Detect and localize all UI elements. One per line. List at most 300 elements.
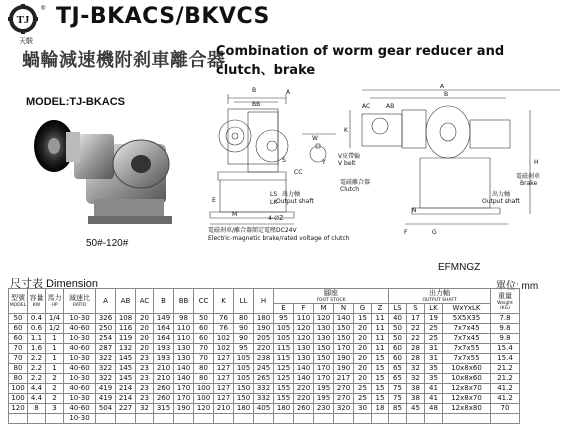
table-cell-n: 217 <box>334 374 354 384</box>
table-cell-model: 120 <box>9 404 28 414</box>
table-cell-key: 12x8x70 <box>443 384 491 394</box>
dim-b: B <box>252 87 257 94</box>
table-cell-ab: 145 <box>116 374 136 384</box>
table-cell-kw: 2.2 <box>28 374 46 384</box>
table-cell-cc: 100 <box>194 394 214 404</box>
table-cell-ls: 85 <box>389 404 407 414</box>
table-cell-hp: 1 <box>46 334 64 344</box>
dim-lk: LK <box>270 199 278 206</box>
title-english-line2: clutch、brake <box>216 63 316 78</box>
table-cell-key: 12x8x80 <box>443 404 491 414</box>
table-cell-z: 11 <box>372 334 389 344</box>
table-cell-hp: 2 <box>46 374 64 384</box>
table-cell-z: 11 <box>372 324 389 334</box>
table-row <box>9 414 520 424</box>
table-cell-ac <box>136 414 154 424</box>
table-cell-ll: 105 <box>234 374 254 384</box>
table-cell-key: 7x7x55 <box>443 344 491 354</box>
table-cell-ac: 23 <box>136 354 154 364</box>
table-cell-e: 125 <box>274 364 294 374</box>
dim-h: H <box>534 159 539 166</box>
table-cell-m: 170 <box>314 364 334 374</box>
table-row <box>9 314 520 324</box>
table-cell-a: 287 <box>96 344 116 354</box>
table-cell-s <box>407 414 425 424</box>
table-cell-m <box>314 414 334 424</box>
table-cell-lk: 31 <box>425 344 443 354</box>
table-cell-wt: 21.2 <box>491 364 520 374</box>
table-cell-model: 60 <box>9 334 28 344</box>
table-cell-cc: 80 <box>194 374 214 384</box>
table-cell-f: 140 <box>294 374 314 384</box>
dim-ab: AB <box>386 103 395 110</box>
table-cell-a: 419 <box>96 394 116 404</box>
table-cell-ab: 227 <box>116 404 136 414</box>
table-cell-ac: 32 <box>136 404 154 414</box>
table-cell-k: 210 <box>214 404 234 414</box>
table-cell-h: 405 <box>254 404 274 414</box>
table-cell-s: 22 <box>407 334 425 344</box>
table-cell-k: 76 <box>214 314 234 324</box>
table-cell-hp: 1/2 <box>46 324 64 334</box>
table-cell-ll: 90 <box>234 324 254 334</box>
table-cell-ab: 214 <box>116 384 136 394</box>
table-cell-ab: 132 <box>116 344 136 354</box>
table-cell-wt: 15.4 <box>491 344 520 354</box>
table-cell-k: 102 <box>214 344 234 354</box>
table-cell-ac: 23 <box>136 384 154 394</box>
table-cell-e: 155 <box>274 394 294 404</box>
table-cell-wt: 41.2 <box>491 394 520 404</box>
table-row <box>9 354 520 364</box>
table-cell-wt: 21.2 <box>491 374 520 384</box>
table-cell-ratio: 40-60 <box>64 384 96 394</box>
table-cell-ll: 105 <box>234 364 254 374</box>
table-cell-a: 504 <box>96 404 116 414</box>
table-cell-s: 45 <box>407 404 425 414</box>
table-cell-kw: 0.6 <box>28 324 46 334</box>
table-cell-ab: 145 <box>116 354 136 364</box>
table-cell-cc: 60 <box>194 324 214 334</box>
table-cell-hp: 1 <box>46 344 64 354</box>
table-cell-b: 260 <box>154 394 174 404</box>
table-cell-h <box>254 414 274 424</box>
table-cell-key: 7x7x45 <box>443 324 491 334</box>
table-cell-bb: 110 <box>174 324 194 334</box>
table-cell-g: 25 <box>354 394 372 404</box>
table-cell-lk: 25 <box>425 324 443 334</box>
table-cell-wt: 41.2 <box>491 384 520 394</box>
table-cell-lk: 35 <box>425 374 443 384</box>
table-cell-g <box>354 414 372 424</box>
label-clutch: 電磁離合器 <box>340 179 371 186</box>
dim-y: Y <box>322 159 326 166</box>
table-title: 尺寸表 Dimension <box>10 278 99 290</box>
table-cell-ll: 90 <box>234 334 254 344</box>
table-cell-m: 130 <box>314 324 334 334</box>
table-cell-key: 7x7x45 <box>443 334 491 344</box>
table-cell-lk: 41 <box>425 394 443 404</box>
table-cell-bb: 130 <box>174 354 194 364</box>
table-cell-n: 270 <box>334 394 354 404</box>
table-cell-e: 155 <box>274 384 294 394</box>
table-cell-z: 15 <box>372 374 389 384</box>
label-output: 出力軸 <box>282 191 301 198</box>
table-cell-ls: 50 <box>389 334 407 344</box>
table-row <box>9 334 520 344</box>
table-cell-model: 70 <box>9 344 28 354</box>
table-cell-s: 22 <box>407 324 425 334</box>
table-cell-m: 130 <box>314 334 334 344</box>
table-cell-g: 20 <box>354 344 372 354</box>
table-cell-bb <box>174 414 194 424</box>
table-cell-k: 76 <box>214 324 234 334</box>
table-cell-h: 220 <box>254 344 274 354</box>
table-cell-s: 32 <box>407 374 425 384</box>
table-cell-f: 220 <box>294 384 314 394</box>
table-cell-hp: 1 <box>46 364 64 374</box>
table-cell-ac: 23 <box>136 364 154 374</box>
table-cell-key: 5X5X35 <box>443 314 491 324</box>
table-cell-e: 95 <box>274 314 294 324</box>
table-cell-lk: 48 <box>425 404 443 414</box>
table-cell-f: 120 <box>294 324 314 334</box>
table-cell-s: 38 <box>407 394 425 404</box>
table-cell-model: 60 <box>9 324 28 334</box>
table-cell-s: 17 <box>407 314 425 324</box>
table-cell-k: 127 <box>214 364 234 374</box>
model-range: 50#-120# <box>86 238 129 249</box>
label-brake: 電磁刹車 <box>516 173 541 180</box>
technical-drawing <box>190 84 575 249</box>
table-cell-ab: 108 <box>116 314 136 324</box>
table-cell-e: 105 <box>274 334 294 344</box>
table-cell-a <box>96 414 116 424</box>
table-cell-ll: 105 <box>234 354 254 364</box>
table-cell-model: 50 <box>9 314 28 324</box>
table-cell-g: 20 <box>354 364 372 374</box>
table-cell-a: 322 <box>96 364 116 374</box>
table-cell-b: 164 <box>154 324 174 334</box>
svg-text:®: ® <box>41 6 46 12</box>
table-cell-k: 127 <box>214 374 234 384</box>
table-cell-ls: 40 <box>389 314 407 324</box>
table-cell-g: 20 <box>354 324 372 334</box>
table-cell-ls: 75 <box>389 384 407 394</box>
voltage-note-en: Electric-magnetic brake/rated voltage of clutch <box>208 235 350 242</box>
table-cell-n <box>334 414 354 424</box>
table-cell-n: 170 <box>334 344 354 354</box>
table-cell-z <box>372 414 389 424</box>
table-cell-wt: 7.8 <box>491 314 520 324</box>
table-cell-ratio: 10-30 <box>64 334 96 344</box>
table-cell-n: 320 <box>334 404 354 414</box>
table-cell-b: 210 <box>154 374 174 384</box>
table-cell-model <box>9 414 28 424</box>
table-cell-ls: 60 <box>389 344 407 354</box>
table-cell-ll: 180 <box>234 404 254 414</box>
table-cell-f: 130 <box>294 354 314 364</box>
table-cell-k: 102 <box>214 334 234 344</box>
table-cell-kw <box>28 414 46 424</box>
table-cell-z: 11 <box>372 314 389 324</box>
unit-label: 單位: mm <box>496 281 539 292</box>
table-cell-ac: 20 <box>136 324 154 334</box>
table-cell-ratio: 10-30 <box>64 354 96 364</box>
table-cell-k: 127 <box>214 394 234 404</box>
table-cell-ratio: 10-30 <box>64 394 96 404</box>
table-cell-z: 15 <box>372 354 389 364</box>
table-cell-bb: 140 <box>174 374 194 384</box>
table-cell-b: 315 <box>154 404 174 414</box>
table-cell-hp: 3 <box>46 404 64 414</box>
table-cell-m: 170 <box>314 374 334 384</box>
table-cell-bb: 190 <box>174 404 194 414</box>
table-cell-key <box>443 414 491 424</box>
table-cell-n: 150 <box>334 334 354 344</box>
table-cell-f <box>294 414 314 424</box>
table-cell-cc: 120 <box>194 404 214 414</box>
table-cell-ab: 116 <box>116 324 136 334</box>
table-cell-lk <box>425 414 443 424</box>
table-cell-lk: 31 <box>425 354 443 364</box>
table-cell-bb: 140 <box>174 364 194 374</box>
dim-b-side: B <box>444 91 449 98</box>
table-cell-m: 120 <box>314 314 334 324</box>
table-cell-hp: 2 <box>46 394 64 404</box>
table-cell-ac: 20 <box>136 344 154 354</box>
table-cell-ratio: 10-30 <box>64 414 96 424</box>
table-cell-wt: 15.4 <box>491 354 520 364</box>
table-cell-s: 28 <box>407 354 425 364</box>
table-cell-model: 80 <box>9 374 28 384</box>
label-brake-en: Brake <box>520 180 538 187</box>
table-cell-ratio: 10-30 <box>64 374 96 384</box>
brand-logo-text: TJ <box>16 14 30 26</box>
table-row <box>9 324 520 334</box>
table-cell-k: 127 <box>214 354 234 364</box>
table-cell-b <box>154 414 174 424</box>
table-cell-cc: 80 <box>194 364 214 374</box>
table-cell-h: 238 <box>254 354 274 364</box>
table-cell-cc: 100 <box>194 384 214 394</box>
table-cell-a: 322 <box>96 374 116 384</box>
table-cell-z: 18 <box>372 404 389 414</box>
table-cell-kw: 8 <box>28 404 46 414</box>
table-cell-ac: 23 <box>136 374 154 384</box>
table-cell-n: 190 <box>334 364 354 374</box>
table-cell-bb: 98 <box>174 314 194 324</box>
title-english-line1: Combination of worm gear reducer and <box>216 44 505 59</box>
table-cell-f: 260 <box>294 404 314 414</box>
dim-g: G <box>432 229 437 236</box>
table-cell-cc: 70 <box>194 344 214 354</box>
table-cell-lk: 41 <box>425 384 443 394</box>
dimension-table: 型號 MODEL 容量 KW 馬力 HP 減速比 RATIO A AB AC B BB CC K LL H 腳座 FOOT STOCK 出力軸 OUTPUT SHAFT 重量 Weight (KG) E F M N G Z LS S LK WxYxLK 50 0.4 1/4 10-30 326 108 20 149 98 50 76 80 180 95 110 120 140 15 11 40 17 19 5X5X35 7.8 60 0.6 1/2 40-60 250 116 20 164 110 60 76 90 190 105 120 130 150 20 11 50 22 25 7x7x45 9.8 60 1.1 1 10-30 254 119 20 164 110 60 102 90 205 105 120 130 150 20 11 50 22 25 7x7x45 9.8 70 1.6 1 40-60 287 132 20 193 130 70 102 95 220 115 130 150 170 20 11 60 28 31 7x7x55 15.4 70 2.2 1 10-30 322 145 23 193 130 70 127 105 238 115 130 150 190 20 15 60 28 31 7x7x55 15.4 80 2.2 1 40-60 322 145 23 210 140 80 127 105 245 125 140 170 190 20 15 65 32 35 10x8x60 21.2 80 2.2 2 10-30 322 145 23 210 140 80 127 105 265 125 140 170 217 20 15 65 32 35 10x8x60 21.2 100 4.4 2 40-60 419 214 23 260 170 100 127 150 332 155 220 195 270 25 15 75 38 41 12x8x70 41.2 100 4.4 2 10-30 419 214 23 260 170 100 127 150 332 155 220 195 270 25 15 75 38 41 12x8x70 41.2 120 8 3 40-60 504 227 32 315 190 120 210 180 405 180 260 230 320 30 18 85 45 48 12x8x80 70 10-30 <box>8 288 520 424</box>
page-title: TJ-BKACS/BKVCS <box>56 4 270 29</box>
table-cell-ls: 65 <box>389 374 407 384</box>
table-cell-hp: 1 <box>46 354 64 364</box>
table-row <box>9 364 520 374</box>
table-cell-kw: 4.4 <box>28 394 46 404</box>
table-cell-model: 100 <box>9 394 28 404</box>
table-cell-bb: 130 <box>174 344 194 354</box>
table-cell-f: 220 <box>294 394 314 404</box>
table-cell-ls: 50 <box>389 324 407 334</box>
dim-a-front: A <box>286 89 291 96</box>
table-cell-wt: 9.8 <box>491 334 520 344</box>
table-cell-ll: 95 <box>234 344 254 354</box>
table-cell-n: 140 <box>334 314 354 324</box>
table-cell-z: 11 <box>372 344 389 354</box>
dim-e: E <box>212 197 216 204</box>
table-cell-h: 245 <box>254 364 274 374</box>
table-cell-g: 20 <box>354 374 372 384</box>
table-cell-n: 150 <box>334 324 354 334</box>
table-cell-e <box>274 414 294 424</box>
table-cell-z: 15 <box>372 364 389 374</box>
table-cell-z: 15 <box>372 394 389 404</box>
dim-k: K <box>344 127 348 134</box>
table-cell-e: 105 <box>274 324 294 334</box>
table-cell-kw: 2.2 <box>28 354 46 364</box>
table-cell-e: 125 <box>274 374 294 384</box>
dim-w: W <box>312 135 318 142</box>
label-output2-en: Output shaft <box>482 198 520 205</box>
table-cell-b: 164 <box>154 334 174 344</box>
table-cell-ll: 80 <box>234 314 254 324</box>
table-cell-bb: 170 <box>174 384 194 394</box>
table-cell-h: 205 <box>254 334 274 344</box>
table-cell-m: 150 <box>314 354 334 364</box>
table-cell-model: 80 <box>9 364 28 374</box>
table-cell-ls: 75 <box>389 394 407 404</box>
brand-subtitle: 天駿 <box>19 38 33 45</box>
table-cell-model: 70 <box>9 354 28 364</box>
dim-ac: AC <box>362 103 371 110</box>
table-cell-ll: 150 <box>234 394 254 404</box>
table-cell-a: 419 <box>96 384 116 394</box>
table-cell-model: 100 <box>9 384 28 394</box>
table-cell-b: 193 <box>154 354 174 364</box>
title-chinese: 蝸輪減速機附刹車離合器 <box>22 50 226 71</box>
table-row <box>9 394 520 404</box>
dim-f: F <box>404 229 408 236</box>
table-cell-ratio: 40-60 <box>64 404 96 414</box>
table-cell-g: 15 <box>354 314 372 324</box>
table-cell-ab: 145 <box>116 364 136 374</box>
voltage-note-zh: 電磁刹車/離合器額定電壓DC24V <box>208 227 297 234</box>
table-cell-m: 195 <box>314 384 334 394</box>
table-cell-n: 270 <box>334 384 354 394</box>
table-cell-b: 149 <box>154 314 174 324</box>
table-cell-kw: 4.4 <box>28 384 46 394</box>
table-cell-hp: 1/4 <box>46 314 64 324</box>
table-cell-g: 30 <box>354 404 372 414</box>
table-cell-a: 250 <box>96 324 116 334</box>
dim-m: M <box>232 211 238 218</box>
table-cell-k <box>214 414 234 424</box>
dim-s: S <box>282 157 286 164</box>
table-cell-f: 120 <box>294 334 314 344</box>
table-cell-kw: 0.4 <box>28 314 46 324</box>
brand-logo-icon <box>6 4 46 38</box>
table-cell-bb: 170 <box>174 394 194 404</box>
table-cell-cc: 70 <box>194 354 214 364</box>
table-cell-ab: 214 <box>116 394 136 404</box>
table-cell-lk: 19 <box>425 314 443 324</box>
table-cell-ab: 119 <box>116 334 136 344</box>
table-cell-h: 190 <box>254 324 274 334</box>
table-cell-s: 38 <box>407 384 425 394</box>
dim-cc: CC <box>294 169 303 176</box>
table-cell-ac: 20 <box>136 314 154 324</box>
table-row <box>9 384 520 394</box>
model-label: MODEL:TJ-BKACS <box>26 96 125 108</box>
dim-n: N <box>412 207 417 214</box>
table-cell-ac: 23 <box>136 394 154 404</box>
table-cell-s: 32 <box>407 364 425 374</box>
table-cell-b: 260 <box>154 384 174 394</box>
table-row <box>9 404 520 414</box>
label-vbelt: V皮帶輪 <box>338 153 361 160</box>
table-cell-m: 230 <box>314 404 334 414</box>
table-cell-ls: 65 <box>389 364 407 374</box>
table-cell-ll: 150 <box>234 384 254 394</box>
table-cell-m: 195 <box>314 394 334 404</box>
table-cell-e: 115 <box>274 354 294 364</box>
table-cell-k: 127 <box>214 384 234 394</box>
table-cell-ratio: 10-30 <box>64 314 96 324</box>
table-cell-kw: 2.2 <box>28 364 46 374</box>
table-cell-ab <box>116 414 136 424</box>
label-output2: 出力軸 <box>492 191 511 198</box>
table-cell-b: 210 <box>154 364 174 374</box>
table-cell-wt <box>491 414 520 424</box>
table-cell-kw: 1.6 <box>28 344 46 354</box>
table-cell-m: 150 <box>314 344 334 354</box>
table-cell-ll <box>234 414 254 424</box>
table-cell-g: 20 <box>354 354 372 364</box>
table-cell-h: 265 <box>254 374 274 384</box>
table-cell-f: 130 <box>294 344 314 354</box>
table-cell-e: 180 <box>274 404 294 414</box>
table-cell-cc: 60 <box>194 334 214 344</box>
table-row <box>9 344 520 354</box>
dim-a-side: A <box>440 84 445 90</box>
dim-bb: BB <box>252 101 261 108</box>
table-cell-g: 20 <box>354 334 372 344</box>
table-cell-wt: 9.8 <box>491 324 520 334</box>
table-cell-ac: 20 <box>136 334 154 344</box>
table-cell-wt: 70 <box>491 404 520 414</box>
dim-hole: 4-∅Z <box>268 215 284 222</box>
table-cell-cc: 50 <box>194 314 214 324</box>
table-cell-ls: 60 <box>389 354 407 364</box>
table-cell-lk: 35 <box>425 364 443 374</box>
table-cell-ratio: 40-60 <box>64 344 96 354</box>
table-cell-ratio: 40-60 <box>64 324 96 334</box>
table-cell-s: 28 <box>407 344 425 354</box>
table-cell-f: 110 <box>294 314 314 324</box>
table-cell-ls <box>389 414 407 424</box>
table-cell-f: 140 <box>294 364 314 374</box>
table-cell-hp: 2 <box>46 384 64 394</box>
table-cell-hp <box>46 414 64 424</box>
table-cell-ratio: 40-60 <box>64 364 96 374</box>
table-cell-h: 180 <box>254 314 274 324</box>
table-cell-h: 332 <box>254 384 274 394</box>
